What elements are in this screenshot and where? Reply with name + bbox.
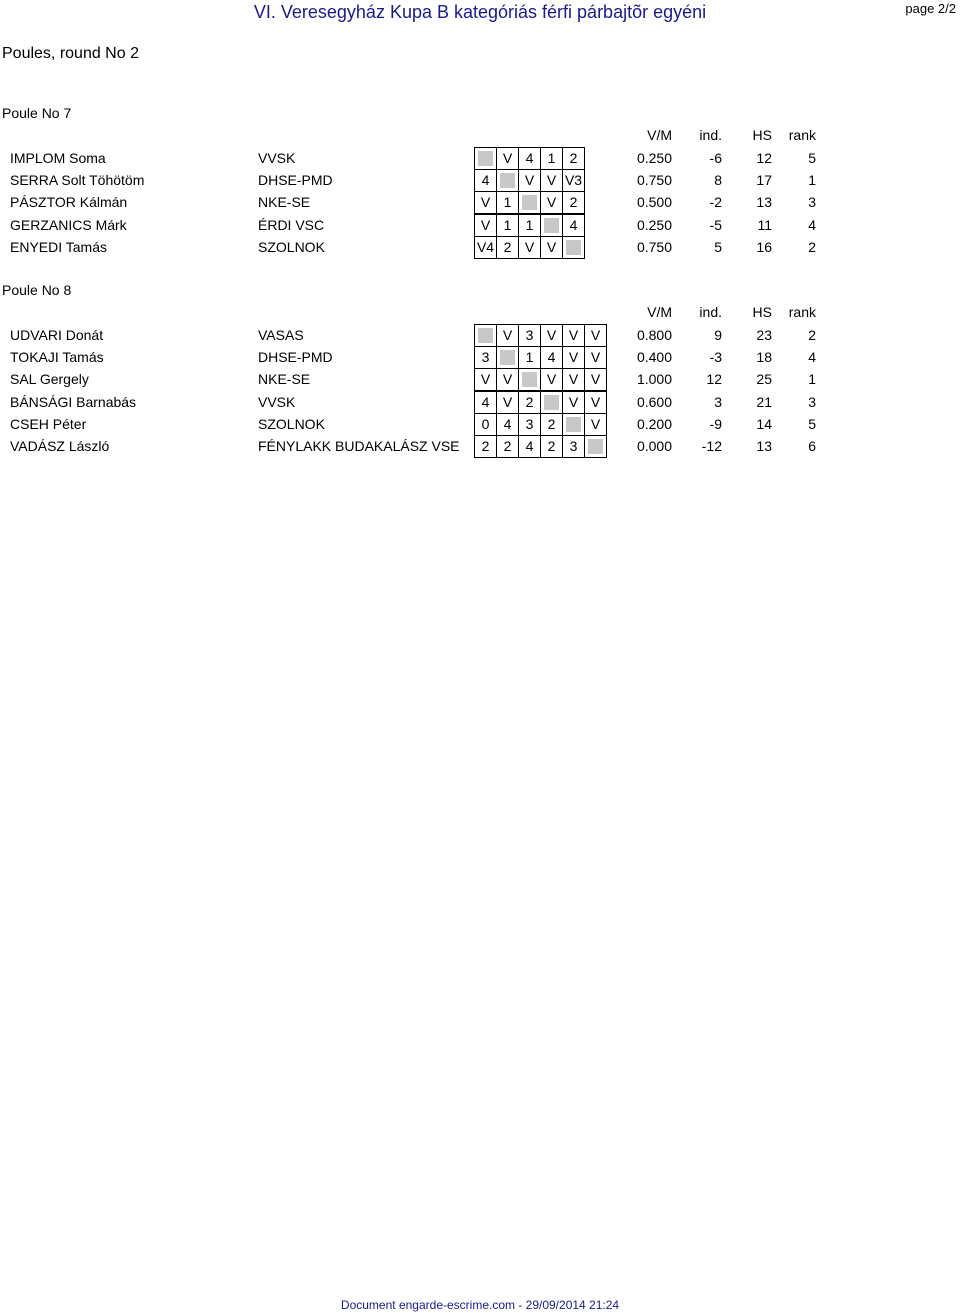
bout-cell: V (475, 215, 497, 237)
bout-grid (474, 413, 607, 436)
bout-grid (474, 391, 607, 414)
round-title: Poules, round No 2 (2, 45, 139, 62)
hs-value: 23 (756, 327, 772, 343)
hs-value: 13 (756, 194, 772, 211)
vm-value: 0.600 (636, 393, 672, 410)
self-bout-cell (541, 392, 563, 414)
bout-grid (474, 191, 585, 214)
document-title: VI. Veresegyház Kupa B kategóriás férfi párbajtõr egyéni (253, 2, 707, 22)
bout-cell: 2 (497, 237, 519, 259)
bout-cell: 1 (497, 192, 519, 214)
bout-cell: 4 (497, 414, 519, 436)
fencer-row (0, 236, 960, 258)
self-bout-cell (585, 436, 607, 458)
bout-cell: V (563, 325, 585, 347)
rank-value: 2 (808, 327, 816, 343)
bout-grid (474, 324, 607, 347)
bout-cell: 1 (519, 347, 541, 369)
index-value: -12 (701, 438, 722, 454)
bout-grid (474, 346, 607, 369)
bout-cell: V (497, 325, 519, 347)
bout-grid (474, 214, 585, 237)
bout-cell: 3 (563, 436, 585, 458)
self-bout-cell (497, 347, 519, 369)
bout-cell: V (585, 347, 607, 369)
self-bout-cell (563, 237, 585, 259)
bout-cell: V4 (475, 237, 497, 259)
bout-cell: 3 (519, 414, 541, 436)
bout-cell: V (563, 392, 585, 414)
poule-block (0, 281, 960, 460)
self-bout-cell (475, 325, 497, 347)
hs-value: 13 (756, 438, 772, 454)
vm-header: V/M (647, 304, 672, 320)
bout-cell: V (563, 347, 585, 369)
rank-value: 3 (808, 393, 816, 410)
rank-value: 5 (808, 415, 816, 432)
rank-value: 2 (808, 238, 816, 255)
bout-cell: 0 (475, 414, 497, 436)
self-bout-cell (563, 414, 585, 436)
bout-cell: V (519, 170, 541, 192)
hs-value: 11 (757, 216, 772, 233)
hs-value: 12 (756, 150, 772, 166)
self-bout-cell (497, 170, 519, 192)
hs-value: 16 (756, 238, 772, 255)
bout-cell: V (541, 170, 563, 192)
vm-header: V/M (647, 127, 672, 143)
index-value: 12 (706, 371, 722, 388)
bout-cell: V3 (563, 170, 585, 192)
bout-cell: V (475, 369, 497, 391)
vm-value: 0.500 (636, 194, 672, 211)
fencer-row (0, 147, 960, 169)
fencer-row (0, 413, 960, 435)
fencer-club: SZOLNOK (258, 415, 325, 432)
fencer-club: VASAS (258, 327, 304, 343)
fencer-club: DHSE-PMD (258, 349, 333, 366)
index-value: -6 (709, 150, 722, 166)
self-bout-cell (475, 148, 497, 170)
bout-cell: 1 (519, 215, 541, 237)
bout-cell: 4 (519, 148, 541, 170)
fencer-row (0, 324, 960, 346)
fencer-club: ÉRDI VSC (258, 216, 325, 233)
fencer-row (0, 368, 960, 390)
fencer-row (0, 346, 960, 368)
vm-value: 0.000 (636, 438, 672, 454)
bout-cell: V (585, 369, 607, 391)
index-value: -9 (709, 415, 722, 432)
rank-value: 3 (808, 194, 816, 211)
rank-value: 6 (808, 438, 816, 454)
fencer-row (0, 169, 960, 191)
fencer-name: CSEH Péter (10, 415, 87, 432)
hs-value: 25 (756, 371, 772, 388)
vm-value: 0.750 (636, 172, 672, 189)
bout-cell: V (563, 369, 585, 391)
self-bout-cell (519, 369, 541, 391)
page-number: page 2/2 (905, 1, 956, 16)
fencer-name: IMPLOM Soma (10, 150, 106, 166)
fencer-row (0, 191, 960, 213)
bout-cell: 2 (519, 392, 541, 414)
rank-header: rank (788, 127, 816, 143)
bout-cell: V (519, 237, 541, 259)
index-value: -3 (709, 349, 722, 366)
fencer-club: VVSK (258, 393, 296, 410)
rank-value: 5 (808, 150, 816, 166)
fencer-name: BÁNSÁGI Barnabás (10, 393, 137, 410)
self-bout-cell (519, 192, 541, 214)
fencer-name: VADÁSZ László (10, 438, 110, 454)
vm-value: 0.200 (636, 415, 672, 432)
index-value: 5 (714, 238, 722, 255)
bout-cell: 1 (497, 215, 519, 237)
fencer-name: SAL Gergely (10, 371, 89, 388)
fencer-row (0, 435, 960, 457)
document-footer: Document engarde-escrime.com - 29/09/2014 21:24 (340, 1298, 620, 1312)
index-value: 8 (714, 172, 722, 189)
bout-cell: V (497, 369, 519, 391)
bout-cell: V (541, 369, 563, 391)
vm-value: 0.250 (636, 216, 672, 233)
bout-grid (474, 368, 607, 391)
fencer-club: NKE-SE (258, 194, 311, 211)
poule-title: Poule No 8 (2, 282, 72, 298)
bout-cell: 2 (475, 436, 497, 458)
index-value: 9 (714, 327, 722, 343)
rank-value: 1 (808, 371, 816, 388)
vm-value: 0.750 (636, 238, 672, 255)
poule-title: Poule No 7 (2, 105, 72, 121)
bout-cell: V (585, 325, 607, 347)
vm-value: 0.400 (636, 349, 672, 366)
hs-header: HS (752, 304, 772, 320)
fencer-name: TOKAJI Tamás (10, 349, 104, 366)
bout-cell: V (541, 325, 563, 347)
bout-grid (474, 236, 585, 259)
rank-value: 1 (808, 172, 816, 189)
fencer-club: FÉNYLAKK BUDAKALÁSZ VSE (258, 438, 460, 454)
fencer-name: SERRA Solt Töhötöm (10, 172, 145, 189)
bout-grid (474, 169, 585, 192)
bout-cell: 3 (475, 347, 497, 369)
ind-header: ind. (699, 127, 722, 143)
fencer-club: NKE-SE (258, 371, 311, 388)
vm-value: 0.250 (636, 150, 672, 166)
rank-header: rank (788, 304, 816, 320)
bout-grid (474, 435, 607, 458)
hs-value: 14 (756, 415, 772, 432)
bout-cell: V (541, 237, 563, 259)
bout-cell: 2 (563, 148, 585, 170)
rank-value: 4 (808, 349, 816, 366)
bout-cell: 1 (541, 148, 563, 170)
bout-cell: 2 (497, 436, 519, 458)
bout-cell: 4 (475, 392, 497, 414)
fencer-name: GERZANICS Márk (10, 216, 127, 233)
bout-cell: 4 (475, 170, 497, 192)
bout-cell: V (585, 392, 607, 414)
bout-cell: 4 (563, 215, 585, 237)
bout-cell: 2 (541, 414, 563, 436)
index-value: -2 (709, 194, 722, 211)
hs-value: 21 (756, 393, 772, 410)
bout-cell: 2 (563, 192, 585, 214)
bout-grid (474, 147, 585, 170)
vm-value: 0.800 (636, 327, 672, 343)
hs-header: HS (752, 127, 772, 143)
fencer-row (0, 391, 960, 413)
bout-cell: V (541, 192, 563, 214)
ind-header: ind. (699, 304, 722, 320)
fencer-club: VVSK (258, 150, 296, 166)
bout-cell: 4 (541, 347, 563, 369)
bout-cell: V (497, 148, 519, 170)
rank-value: 4 (808, 216, 816, 233)
index-value: -5 (709, 216, 722, 233)
bout-cell: V (497, 392, 519, 414)
bout-cell: 2 (541, 436, 563, 458)
fencer-name: UDVARI Donát (10, 327, 104, 343)
bout-cell: 4 (519, 436, 541, 458)
fencer-name: ENYEDI Tamás (10, 238, 107, 255)
hs-value: 17 (756, 172, 772, 189)
index-value: 3 (714, 393, 722, 410)
bout-cell: V (585, 414, 607, 436)
poule-block (0, 104, 960, 261)
bout-cell: V (475, 192, 497, 214)
fencer-name: PÁSZTOR Kálmán (10, 194, 128, 211)
fencer-club: SZOLNOK (258, 238, 325, 255)
fencer-club: DHSE-PMD (258, 172, 333, 189)
fencer-row (0, 214, 960, 236)
self-bout-cell (541, 215, 563, 237)
bout-cell: 3 (519, 325, 541, 347)
vm-value: 1.000 (636, 371, 672, 388)
hs-value: 18 (756, 349, 772, 366)
